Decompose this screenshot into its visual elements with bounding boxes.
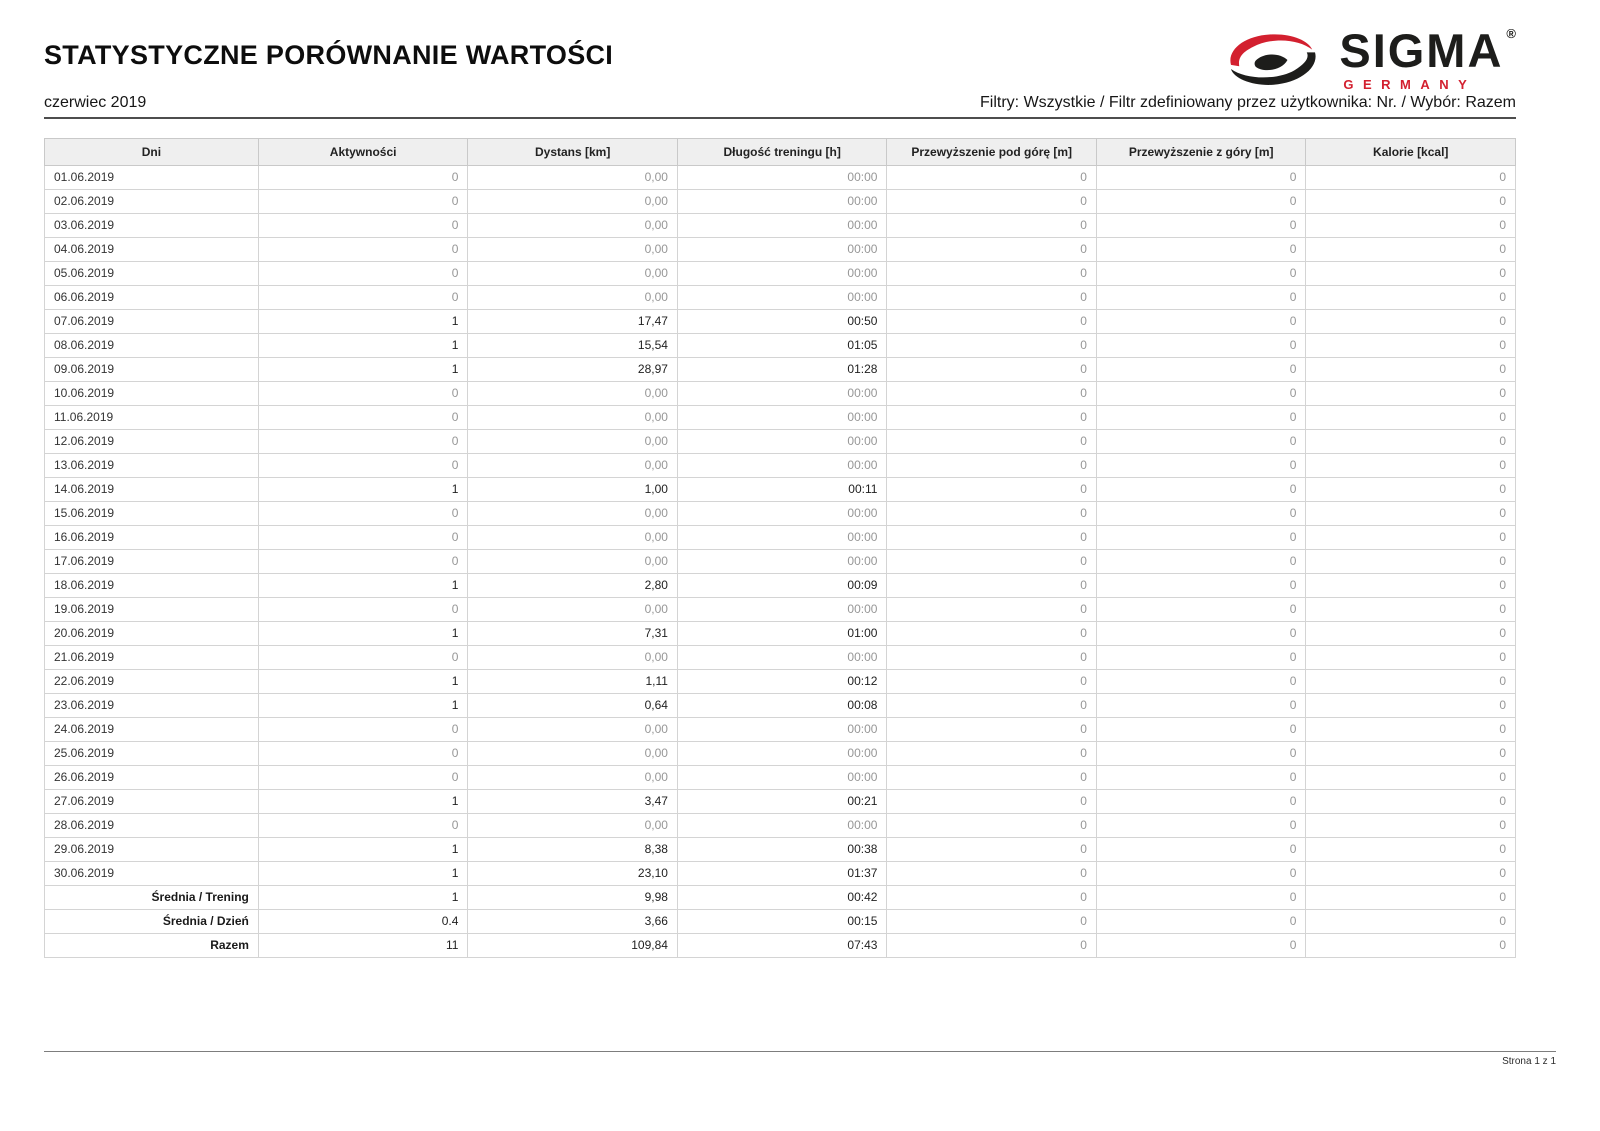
value-cell: 0 bbox=[1306, 742, 1516, 766]
value-cell: 00:00 bbox=[677, 214, 887, 238]
value-cell: 00:12 bbox=[677, 670, 887, 694]
value-cell: 0 bbox=[1306, 430, 1516, 454]
value-cell: 0 bbox=[887, 262, 1097, 286]
value-cell: 0 bbox=[1096, 934, 1306, 958]
value-cell: 0 bbox=[887, 790, 1097, 814]
date-cell: 18.06.2019 bbox=[45, 574, 259, 598]
value-cell: 0 bbox=[1096, 766, 1306, 790]
date-cell: 27.06.2019 bbox=[45, 790, 259, 814]
value-cell: 0 bbox=[1306, 838, 1516, 862]
value-cell: 0,00 bbox=[468, 286, 678, 310]
period-label: czerwiec 2019 bbox=[44, 94, 147, 111]
value-cell: 23,10 bbox=[468, 862, 678, 886]
value-cell: 00:00 bbox=[677, 286, 887, 310]
value-cell: 0,00 bbox=[468, 646, 678, 670]
value-cell: 00:00 bbox=[677, 526, 887, 550]
column-header-dlugosc-treningu: Długość treningu [h] bbox=[677, 139, 887, 166]
value-cell: 0 bbox=[1306, 358, 1516, 382]
value-cell: 1 bbox=[258, 310, 468, 334]
date-cell: 08.06.2019 bbox=[45, 334, 259, 358]
value-cell: 1 bbox=[258, 358, 468, 382]
value-cell: 7,31 bbox=[468, 622, 678, 646]
table-row bbox=[45, 430, 1516, 454]
value-cell: 0 bbox=[1096, 214, 1306, 238]
date-cell: 09.06.2019 bbox=[45, 358, 259, 382]
summary-label: Średnia / Dzień bbox=[45, 910, 259, 934]
value-cell: 0 bbox=[1306, 478, 1516, 502]
date-cell: 06.06.2019 bbox=[45, 286, 259, 310]
value-cell: 0 bbox=[258, 406, 468, 430]
value-cell: 00:00 bbox=[677, 814, 887, 838]
date-cell: 05.06.2019 bbox=[45, 262, 259, 286]
value-cell: 0 bbox=[887, 430, 1097, 454]
value-cell: 0,00 bbox=[468, 430, 678, 454]
value-cell: 0,00 bbox=[468, 766, 678, 790]
table-row bbox=[45, 406, 1516, 430]
value-cell: 0 bbox=[258, 766, 468, 790]
value-cell: 0,00 bbox=[468, 382, 678, 406]
value-cell: 0 bbox=[258, 454, 468, 478]
value-cell: 0 bbox=[1096, 646, 1306, 670]
value-cell: 0 bbox=[1096, 718, 1306, 742]
date-cell: 10.06.2019 bbox=[45, 382, 259, 406]
value-cell: 0 bbox=[1306, 406, 1516, 430]
column-header-przewyzszenie-z-gory: Przewyższenie z góry [m] bbox=[1096, 139, 1306, 166]
date-cell: 01.06.2019 bbox=[45, 166, 259, 190]
date-cell: 03.06.2019 bbox=[45, 214, 259, 238]
value-cell: 0 bbox=[887, 286, 1097, 310]
value-cell: 0.4 bbox=[258, 910, 468, 934]
value-cell: 0 bbox=[887, 382, 1097, 406]
date-cell: 30.06.2019 bbox=[45, 862, 259, 886]
value-cell: 00:15 bbox=[677, 910, 887, 934]
value-cell: 00:00 bbox=[677, 718, 887, 742]
value-cell: 0 bbox=[1096, 598, 1306, 622]
table-row bbox=[45, 646, 1516, 670]
date-cell: 12.06.2019 bbox=[45, 430, 259, 454]
value-cell: 0 bbox=[1306, 310, 1516, 334]
table-row bbox=[45, 286, 1516, 310]
date-cell: 26.06.2019 bbox=[45, 766, 259, 790]
value-cell: 0 bbox=[1096, 862, 1306, 886]
value-cell: 0 bbox=[887, 550, 1097, 574]
value-cell: 1 bbox=[258, 574, 468, 598]
value-cell: 0 bbox=[1096, 262, 1306, 286]
date-cell: 24.06.2019 bbox=[45, 718, 259, 742]
value-cell: 0 bbox=[1096, 838, 1306, 862]
value-cell: 0 bbox=[1096, 574, 1306, 598]
table-row bbox=[45, 670, 1516, 694]
value-cell: 07:43 bbox=[677, 934, 887, 958]
value-cell: 1,00 bbox=[468, 478, 678, 502]
value-cell: 0 bbox=[1306, 790, 1516, 814]
value-cell: 0 bbox=[1096, 382, 1306, 406]
value-cell: 0 bbox=[887, 838, 1097, 862]
value-cell: 0 bbox=[1306, 934, 1516, 958]
value-cell: 0 bbox=[887, 406, 1097, 430]
value-cell: 0 bbox=[1306, 718, 1516, 742]
value-cell: 01:37 bbox=[677, 862, 887, 886]
value-cell: 0 bbox=[887, 358, 1097, 382]
value-cell: 0 bbox=[258, 598, 468, 622]
sigma-wordmark-block bbox=[1339, 24, 1516, 92]
date-cell: 19.06.2019 bbox=[45, 598, 259, 622]
value-cell: 0 bbox=[1096, 910, 1306, 934]
value-cell: 0,00 bbox=[468, 598, 678, 622]
value-cell: 0 bbox=[258, 262, 468, 286]
value-cell: 0 bbox=[887, 742, 1097, 766]
summary-row bbox=[45, 910, 1516, 934]
value-cell: 0 bbox=[258, 166, 468, 190]
value-cell: 0 bbox=[1096, 478, 1306, 502]
value-cell: 0 bbox=[1306, 598, 1516, 622]
column-header-dystans: Dystans [km] bbox=[468, 139, 678, 166]
table-row bbox=[45, 454, 1516, 478]
value-cell: 1 bbox=[258, 694, 468, 718]
meta-row bbox=[44, 94, 1516, 119]
value-cell: 0 bbox=[1306, 502, 1516, 526]
filters-label: Filtry: Wszystkie / Filtr zdefiniowany przez użytkownika: Nr. / Wybór: Razem bbox=[980, 94, 1516, 111]
value-cell: 0 bbox=[1096, 814, 1306, 838]
value-cell: 0 bbox=[1096, 166, 1306, 190]
value-cell: 0 bbox=[1096, 622, 1306, 646]
value-cell: 00:38 bbox=[677, 838, 887, 862]
value-cell: 00:08 bbox=[677, 694, 887, 718]
value-cell: 0 bbox=[258, 190, 468, 214]
value-cell: 0,00 bbox=[468, 526, 678, 550]
value-cell: 0 bbox=[1306, 526, 1516, 550]
table-row bbox=[45, 166, 1516, 190]
value-cell: 3,66 bbox=[468, 910, 678, 934]
value-cell: 0 bbox=[1096, 238, 1306, 262]
value-cell: 0 bbox=[887, 910, 1097, 934]
value-cell: 0 bbox=[887, 454, 1097, 478]
value-cell: 0 bbox=[887, 190, 1097, 214]
value-cell: 0 bbox=[1096, 454, 1306, 478]
summary-label: Średnia / Trening bbox=[45, 886, 259, 910]
table-row bbox=[45, 478, 1516, 502]
value-cell: 0,00 bbox=[468, 190, 678, 214]
value-cell: 00:09 bbox=[677, 574, 887, 598]
column-header-aktywnosci: Aktywności bbox=[258, 139, 468, 166]
value-cell: 0,00 bbox=[468, 166, 678, 190]
date-cell: 28.06.2019 bbox=[45, 814, 259, 838]
value-cell: 0 bbox=[258, 502, 468, 526]
table-body bbox=[45, 166, 1516, 958]
value-cell: 0 bbox=[887, 574, 1097, 598]
statistics-table bbox=[44, 138, 1516, 958]
value-cell: 11 bbox=[258, 934, 468, 958]
sigma-logo bbox=[1221, 24, 1516, 92]
value-cell: 0 bbox=[887, 478, 1097, 502]
sigma-wordmark: SIGMA bbox=[1339, 24, 1504, 77]
value-cell: 0 bbox=[1306, 286, 1516, 310]
value-cell: 01:05 bbox=[677, 334, 887, 358]
value-cell: 0 bbox=[887, 694, 1097, 718]
value-cell: 00:00 bbox=[677, 382, 887, 406]
date-cell: 16.06.2019 bbox=[45, 526, 259, 550]
date-cell: 02.06.2019 bbox=[45, 190, 259, 214]
date-cell: 11.06.2019 bbox=[45, 406, 259, 430]
value-cell: 0 bbox=[1096, 430, 1306, 454]
table-row bbox=[45, 358, 1516, 382]
value-cell: 1 bbox=[258, 478, 468, 502]
table-row bbox=[45, 718, 1516, 742]
value-cell: 0 bbox=[1306, 238, 1516, 262]
value-cell: 0 bbox=[1096, 286, 1306, 310]
page-title: STATYSTYCZNE PORÓWNANIE WARTOŚCI bbox=[44, 40, 614, 70]
table-row bbox=[45, 814, 1516, 838]
value-cell: 0 bbox=[887, 766, 1097, 790]
value-cell: 0 bbox=[887, 238, 1097, 262]
value-cell: 17,47 bbox=[468, 310, 678, 334]
value-cell: 0 bbox=[1096, 694, 1306, 718]
date-cell: 04.06.2019 bbox=[45, 238, 259, 262]
table-row bbox=[45, 214, 1516, 238]
value-cell: 00:00 bbox=[677, 550, 887, 574]
value-cell: 0 bbox=[258, 238, 468, 262]
value-cell: 00:00 bbox=[677, 238, 887, 262]
table-row bbox=[45, 598, 1516, 622]
value-cell: 00:00 bbox=[677, 766, 887, 790]
value-cell: 0 bbox=[258, 646, 468, 670]
value-cell: 00:50 bbox=[677, 310, 887, 334]
value-cell: 0,00 bbox=[468, 262, 678, 286]
sigma-country-label: GERMANY bbox=[1343, 77, 1477, 92]
value-cell: 0 bbox=[258, 550, 468, 574]
value-cell: 0 bbox=[1306, 766, 1516, 790]
value-cell: 0 bbox=[1306, 262, 1516, 286]
value-cell: 0 bbox=[887, 814, 1097, 838]
statistics-table-wrap bbox=[44, 138, 1516, 958]
value-cell: 0 bbox=[258, 718, 468, 742]
value-cell: 0 bbox=[1306, 694, 1516, 718]
value-cell: 0 bbox=[1096, 886, 1306, 910]
column-header-kalorie: Kalorie [kcal] bbox=[1306, 139, 1516, 166]
column-header-dni: Dni bbox=[45, 139, 259, 166]
value-cell: 0 bbox=[1306, 646, 1516, 670]
value-cell: 0,64 bbox=[468, 694, 678, 718]
table-row bbox=[45, 622, 1516, 646]
value-cell: 1 bbox=[258, 790, 468, 814]
value-cell: 8,38 bbox=[468, 838, 678, 862]
value-cell: 0 bbox=[887, 214, 1097, 238]
value-cell: 01:28 bbox=[677, 358, 887, 382]
value-cell: 0 bbox=[1306, 862, 1516, 886]
value-cell: 1 bbox=[258, 622, 468, 646]
value-cell: 1,11 bbox=[468, 670, 678, 694]
value-cell: 0,00 bbox=[468, 454, 678, 478]
value-cell: 0 bbox=[258, 742, 468, 766]
value-cell: 0,00 bbox=[468, 214, 678, 238]
value-cell: 0 bbox=[1306, 622, 1516, 646]
value-cell: 00:00 bbox=[677, 190, 887, 214]
date-cell: 20.06.2019 bbox=[45, 622, 259, 646]
value-cell: 0 bbox=[1306, 670, 1516, 694]
summary-row bbox=[45, 934, 1516, 958]
value-cell: 00:00 bbox=[677, 742, 887, 766]
table-row bbox=[45, 742, 1516, 766]
table-row bbox=[45, 262, 1516, 286]
table-row bbox=[45, 862, 1516, 886]
value-cell: 0 bbox=[258, 814, 468, 838]
value-cell: 0 bbox=[1096, 550, 1306, 574]
value-cell: 0 bbox=[887, 934, 1097, 958]
value-cell: 0,00 bbox=[468, 718, 678, 742]
value-cell: 0 bbox=[1306, 886, 1516, 910]
value-cell: 0 bbox=[1306, 334, 1516, 358]
date-cell: 15.06.2019 bbox=[45, 502, 259, 526]
registered-mark-icon: ® bbox=[1506, 26, 1516, 41]
value-cell: 0 bbox=[887, 862, 1097, 886]
value-cell: 0 bbox=[258, 430, 468, 454]
value-cell: 0 bbox=[887, 166, 1097, 190]
value-cell: 01:00 bbox=[677, 622, 887, 646]
date-cell: 13.06.2019 bbox=[45, 454, 259, 478]
value-cell: 0 bbox=[1306, 214, 1516, 238]
value-cell: 0 bbox=[887, 886, 1097, 910]
date-cell: 21.06.2019 bbox=[45, 646, 259, 670]
value-cell: 0 bbox=[887, 598, 1097, 622]
value-cell: 15,54 bbox=[468, 334, 678, 358]
value-cell: 0,00 bbox=[468, 238, 678, 262]
value-cell: 0 bbox=[258, 382, 468, 406]
value-cell: 3,47 bbox=[468, 790, 678, 814]
value-cell: 00:21 bbox=[677, 790, 887, 814]
value-cell: 0 bbox=[1096, 526, 1306, 550]
value-cell: 1 bbox=[258, 334, 468, 358]
value-cell: 0 bbox=[1096, 790, 1306, 814]
value-cell: 00:00 bbox=[677, 406, 887, 430]
report-header bbox=[44, 24, 1516, 92]
table-row bbox=[45, 334, 1516, 358]
value-cell: 00:00 bbox=[677, 454, 887, 478]
value-cell: 0 bbox=[887, 622, 1097, 646]
value-cell: 00:00 bbox=[677, 430, 887, 454]
value-cell: 0 bbox=[887, 502, 1097, 526]
value-cell: 0 bbox=[1306, 574, 1516, 598]
table-row bbox=[45, 310, 1516, 334]
value-cell: 0 bbox=[887, 334, 1097, 358]
value-cell: 0 bbox=[1096, 406, 1306, 430]
value-cell: 0 bbox=[1306, 382, 1516, 406]
value-cell: 1 bbox=[258, 838, 468, 862]
value-cell: 0 bbox=[887, 310, 1097, 334]
table-row bbox=[45, 502, 1516, 526]
value-cell: 0 bbox=[1096, 358, 1306, 382]
value-cell: 00:00 bbox=[677, 262, 887, 286]
value-cell: 0 bbox=[1096, 334, 1306, 358]
value-cell: 0,00 bbox=[468, 742, 678, 766]
value-cell: 0,00 bbox=[468, 406, 678, 430]
date-cell: 25.06.2019 bbox=[45, 742, 259, 766]
date-cell: 29.06.2019 bbox=[45, 838, 259, 862]
value-cell: 1 bbox=[258, 862, 468, 886]
value-cell: 0 bbox=[1096, 190, 1306, 214]
table-row bbox=[45, 382, 1516, 406]
value-cell: 0 bbox=[1096, 502, 1306, 526]
value-cell: 00:42 bbox=[677, 886, 887, 910]
date-cell: 14.06.2019 bbox=[45, 478, 259, 502]
date-cell: 07.06.2019 bbox=[45, 310, 259, 334]
value-cell: 0 bbox=[1096, 670, 1306, 694]
report-footer bbox=[44, 1051, 1556, 1067]
value-cell: 00:00 bbox=[677, 502, 887, 526]
sigma-emblem-icon bbox=[1221, 29, 1325, 91]
value-cell: 0 bbox=[1306, 910, 1516, 934]
value-cell: 0 bbox=[1096, 310, 1306, 334]
table-row bbox=[45, 694, 1516, 718]
table-row bbox=[45, 574, 1516, 598]
value-cell: 0 bbox=[1306, 814, 1516, 838]
table-row bbox=[45, 238, 1516, 262]
value-cell: 9,98 bbox=[468, 886, 678, 910]
table-row bbox=[45, 190, 1516, 214]
value-cell: 0 bbox=[1306, 166, 1516, 190]
value-cell: 00:11 bbox=[677, 478, 887, 502]
value-cell: 0 bbox=[887, 526, 1097, 550]
summary-row bbox=[45, 886, 1516, 910]
date-cell: 23.06.2019 bbox=[45, 694, 259, 718]
table-header-row bbox=[45, 139, 1516, 166]
column-header-przewyzszenie-pod-gore: Przewyższenie pod górę [m] bbox=[887, 139, 1097, 166]
value-cell: 0,00 bbox=[468, 550, 678, 574]
table-row bbox=[45, 838, 1516, 862]
value-cell: 1 bbox=[258, 886, 468, 910]
value-cell: 0 bbox=[1096, 742, 1306, 766]
value-cell: 0 bbox=[258, 526, 468, 550]
value-cell: 2,80 bbox=[468, 574, 678, 598]
value-cell: 0 bbox=[887, 646, 1097, 670]
page-number-label: Strona 1 z 1 bbox=[1502, 1056, 1556, 1067]
value-cell: 0 bbox=[258, 286, 468, 310]
value-cell: 00:00 bbox=[677, 598, 887, 622]
value-cell: 0 bbox=[1306, 454, 1516, 478]
value-cell: 0 bbox=[258, 214, 468, 238]
table-row bbox=[45, 550, 1516, 574]
date-cell: 22.06.2019 bbox=[45, 670, 259, 694]
value-cell: 0 bbox=[1306, 190, 1516, 214]
summary-label: Razem bbox=[45, 934, 259, 958]
table-row bbox=[45, 526, 1516, 550]
value-cell: 0 bbox=[887, 718, 1097, 742]
table-row bbox=[45, 790, 1516, 814]
value-cell: 28,97 bbox=[468, 358, 678, 382]
table-row bbox=[45, 766, 1516, 790]
value-cell: 00:00 bbox=[677, 166, 887, 190]
value-cell: 00:00 bbox=[677, 646, 887, 670]
value-cell: 0,00 bbox=[468, 502, 678, 526]
value-cell: 0 bbox=[887, 670, 1097, 694]
value-cell: 0,00 bbox=[468, 814, 678, 838]
value-cell: 109,84 bbox=[468, 934, 678, 958]
value-cell: 1 bbox=[258, 670, 468, 694]
value-cell: 0 bbox=[1306, 550, 1516, 574]
date-cell: 17.06.2019 bbox=[45, 550, 259, 574]
